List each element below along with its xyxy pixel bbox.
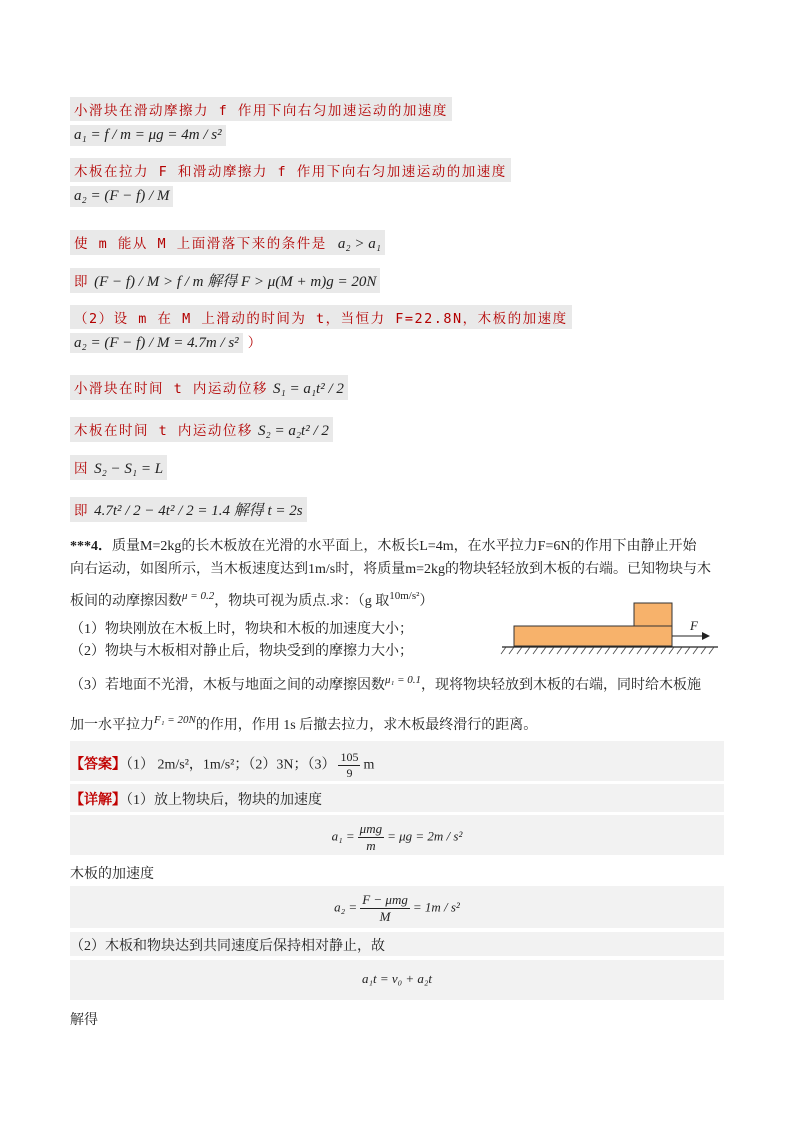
ground-friction-coefficient: μ₁ = 0.1 [385,674,422,686]
detail-line-3: （2）木板和物块达到共同速度后保持相对静止，故 [70,939,385,954]
eq2-lhs: a₂ = [334,899,358,915]
equation-band-1 [70,815,724,855]
equation-a2: a₂ = (F − f) / M [70,186,173,207]
solution-line-8 [70,455,167,480]
eq1-num: μmg [359,821,383,836]
question-3-text-c: 加一水平拉力 [70,718,154,733]
eq1-den: m [366,838,376,853]
friction-coefficient: μ = 0.2 [182,590,215,602]
solution-line-5-eq [70,331,263,352]
relation-equation: S₂ − S₁ = L [94,461,164,477]
detail-line-1 [70,789,322,809]
displacement-eq-2: S₂ = a₂t² / 2 [257,423,329,439]
fraction-numerator: 105 [340,750,359,764]
eq2-fraction [360,892,410,925]
problem-text-1: 质量M=2kg的长木板放在光滑的水平面上，木板长L=4m，在水平拉力F=6N的作用下由静止开始 [112,539,697,554]
answer-tag: 【答案】 [70,757,126,773]
solution-line-1: 小滑块在滑动摩擦力 f 作用下向右匀加速运动的加速度 [70,97,452,121]
answer-text: （1） 2m/s²，1m/s²；（2）3N；（3） [126,757,336,773]
eq1-fraction [358,821,384,854]
problem-text-3a: 板间的动摩擦因数 [70,594,182,609]
problem-text-3c: ） [419,594,434,609]
applied-force: F₁ = 20N [154,714,196,726]
solution-line-5: （2）设 m 在 M 上滑动的时间为 t，当恒力 F=22.8N，木板的加速度 [70,305,572,329]
question-2: （2）物块与木板相对静止后，物块受到的摩擦力大小； [70,644,413,659]
question-3-text-d: 的作用，作用 1s 后撤去拉力，求木板最终滑行的距离。 [195,718,538,733]
condition-equation: a₂ > a₁ [337,236,381,252]
eq2-num: F − μmg [362,892,408,907]
time-equation: 4.7t² / 2 − 4t² / 2 = 1.4 解得 t = 2s [94,503,303,519]
block [634,603,672,626]
answer-fraction [338,750,360,781]
board-block-figure [500,598,722,660]
solution-line-4 [70,268,380,293]
eq2-den: M [379,909,391,924]
common-velocity-eq: a₁t = v₀ + a₂t [361,971,433,986]
block-acceleration-eq [70,821,724,854]
equation-a2-value: a₂ = (F − f) / M = 4.7m / s² [70,333,243,353]
problem-line-1 [70,535,696,555]
question-3-text-a: （3）若地面不光滑，木板与地面之间的动摩擦因数 [70,678,385,693]
detail-tag: 【详解】 [70,793,126,808]
solution-line-2: 木板在拉力 F 和滑动摩擦力 f 作用下向右匀加速运动的加速度 [70,158,511,182]
solution-line-3 [70,230,385,255]
force-equation: (F − f) / M > f / m 解得 F > μ(M + m)g = 20N [94,274,377,290]
problem-line-3 [70,590,433,610]
eq1-lhs: a₁ = [331,828,355,844]
gravity-value: 10m/s² [389,590,420,602]
ground-hatch [501,647,714,654]
detail-line-2: 木板的加速度 [70,867,154,882]
equation-band-2 [70,886,724,928]
equation-band-3 [70,960,724,1000]
displacement-eq-1: S₁ = a₁t² / 2 [272,381,344,397]
eq1-rhs: = μg = 2m / s² [387,828,463,844]
board-acceleration-eq [70,892,724,925]
question-3-text-b: ，现将物块轻放到木板的右端，同时给木板施 [421,678,702,693]
question-3-cont [70,714,537,734]
board [514,626,672,646]
answer-unit: m [363,757,375,773]
problem-line-2: 向右运动，如图所示，当木板速度达到1m/s时，将质量m=2kg的物块轻轻放到木板的右端。已知物块与木 [70,562,712,577]
condition-text: 使 m 能从 M 上面滑落下来的条件是 [74,236,327,252]
fraction-denominator: 9 [346,766,353,780]
force-label: F [690,618,698,633]
question-1: （1）物块刚放在木板上时，物块和木板的加速度大小； [70,622,413,637]
paren-close: ） [247,335,263,351]
force-arrow-icon [702,632,710,640]
equation-a1: a₁ = f / m = μg = 4m / s² [70,125,226,146]
question-3 [70,674,701,694]
detail-line-4: 解得 [70,1013,98,1028]
solution-line-6 [70,375,348,400]
displacement-text-2: 木板在时间 t 内运动位移 [74,423,253,439]
solution-line-7 [70,417,333,442]
line-prefix: 即 [74,274,89,290]
problem-text-3b: ，物块可视为质点.求：（g 取 [214,594,390,609]
problem-number: ***4． [70,539,112,554]
line-prefix: 因 [74,461,89,477]
solution-line-9 [70,497,307,522]
answer-line [70,750,374,781]
line-prefix: 即 [74,503,89,519]
displacement-text-1: 小滑块在时间 t 内运动位移 [74,381,268,397]
eq2-rhs: = 1m / s² [412,899,460,915]
detail-text-1: （1）放上物块后，物块的加速度 [126,793,322,808]
